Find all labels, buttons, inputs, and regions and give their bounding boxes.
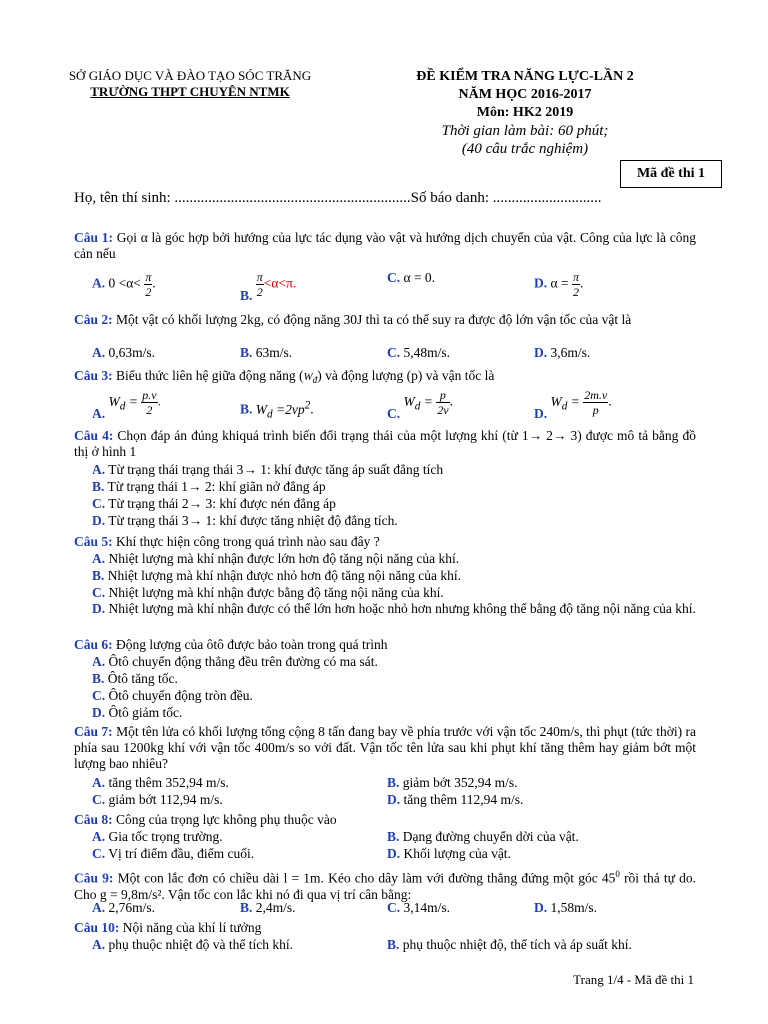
question-text-cont: rồi thả tự do. Cho g = 9,8m/s². Vận tốc con lắc khi nó đi qua vị trí cân bằng: bbox=[74, 870, 696, 902]
option-letter: C. bbox=[92, 688, 106, 703]
option-letter: D. bbox=[387, 792, 401, 807]
page-footer: Trang 1/4 - Mã đề thi 1 bbox=[573, 972, 694, 987]
option-letter: C. bbox=[387, 405, 401, 421]
question-label: Câu 2: bbox=[74, 312, 113, 327]
q4-option-c[interactable] bbox=[92, 496, 336, 512]
q2-option-c[interactable] bbox=[387, 345, 450, 361]
q3-option-a[interactable]: A. $W_d$ = $\frac{p.v}{2}$ . bbox=[92, 388, 161, 421]
q1-option-d[interactable]: D. α = $\frac{\pi}{2}$ . bbox=[534, 270, 584, 299]
q8-option-d[interactable] bbox=[387, 846, 511, 862]
q8-option-a[interactable] bbox=[92, 829, 223, 845]
question-10 bbox=[74, 920, 696, 936]
question-4 bbox=[74, 428, 696, 460]
q7-option-c[interactable] bbox=[92, 792, 223, 808]
q3-option-c[interactable]: C. $W_d$ = $\frac{p}{2v}$ . bbox=[387, 388, 453, 421]
option-letter: C. bbox=[92, 496, 106, 511]
q1-option-c[interactable]: C. α = 0. bbox=[387, 270, 436, 285]
q1-option-b[interactable]: B. $\frac{\pi}{2}$ <α<π. bbox=[240, 270, 297, 303]
question-label: Câu 1: bbox=[74, 230, 113, 245]
q9-option-b[interactable] bbox=[240, 900, 296, 916]
q5-option-d[interactable] bbox=[74, 601, 696, 617]
option-letter: D. bbox=[534, 275, 548, 291]
option-text: phụ thuộc nhiệt độ, thể tích và áp suất khí. bbox=[402, 937, 632, 952]
school-year: NĂM HỌC 2016-2017 bbox=[458, 87, 592, 102]
q5-option-a[interactable] bbox=[92, 551, 459, 567]
question-text: Gọi α là góc hợp bởi hướng của lực tác dụng vào vật và hướng dịch chuyển của vật. Công của lực là công cản nếu bbox=[74, 230, 696, 261]
option-text: Từ trạng thái 3→ 1: khí được tăng nhiệt độ đẳng tích. bbox=[108, 513, 398, 528]
header-left bbox=[40, 68, 340, 100]
question-7 bbox=[74, 724, 696, 772]
q1-option-a[interactable]: A. 0 <α< $\frac{\pi}{2}$ . bbox=[92, 270, 156, 299]
q7-option-b[interactable] bbox=[387, 775, 518, 791]
question-label: Câu 9: bbox=[74, 870, 114, 886]
fraction-2mv-over-p: $\frac{2m.v}{p}$ bbox=[584, 388, 608, 417]
option-text: 1,58m/s. bbox=[550, 900, 598, 915]
option-text: Từ trạng thái 1→ 2: khí giãn nở đẳng áp bbox=[107, 479, 326, 494]
fraction-pi-over-2: $\frac{\pi}{2}$ bbox=[256, 270, 263, 299]
option-text: Ôtô tăng tốc. bbox=[107, 671, 178, 686]
option-letter: B. bbox=[240, 287, 253, 303]
option-letter: C. bbox=[92, 792, 106, 807]
option-letter: C. bbox=[387, 900, 401, 915]
option-text: giảm bớt 112,94 m/s. bbox=[108, 792, 223, 807]
option-letter: C. bbox=[92, 585, 106, 600]
question-text: Một tên lửa có khối lượng tổng cộng 8 tấn đang bay về phía trước với vận tốc 240m/s, thì phụt (tức thời) ra phía sau 1200kg khí với vận tốc 400m/s so với đất. Vận tốc tên lửa sau khi phụt khí tăng thêm hay giảm bớt một lượng bao nhiêu? bbox=[74, 724, 696, 771]
option-letter: A. bbox=[92, 775, 106, 790]
q6-option-d[interactable] bbox=[92, 705, 182, 721]
fraction-pi-over-2: $\frac{\pi}{2}$ bbox=[145, 270, 152, 299]
question-label: Câu 6: bbox=[74, 637, 113, 652]
option-text: 2,4m/s. bbox=[255, 900, 296, 915]
q8-option-b[interactable] bbox=[387, 829, 579, 845]
question-label: Câu 8: bbox=[74, 812, 113, 827]
q6-option-a[interactable] bbox=[92, 654, 378, 670]
option-letter: C. bbox=[387, 270, 401, 285]
fraction-pv-over-2: $\frac{p.v}{2}$ bbox=[142, 388, 157, 417]
option-text: Vị trí điểm đầu, điểm cuối. bbox=[108, 846, 255, 861]
option-letter: B. bbox=[240, 401, 253, 417]
question-label: Câu 7: bbox=[74, 724, 113, 739]
option-letter: D. bbox=[534, 405, 548, 421]
exam-title: ĐỀ KIỂM TRA NĂNG LỰC-LẦN 2 bbox=[416, 69, 634, 84]
option-letter: D. bbox=[92, 513, 106, 528]
option-letter: A. bbox=[92, 345, 106, 360]
question-2 bbox=[74, 312, 696, 328]
option-text: Dạng đường chuyển dời của vật. bbox=[402, 829, 579, 844]
question-5 bbox=[74, 534, 696, 550]
option-letter: D. bbox=[387, 846, 401, 861]
q9-option-a[interactable] bbox=[92, 900, 155, 916]
q6-option-b[interactable] bbox=[92, 671, 178, 687]
question-1 bbox=[74, 230, 696, 262]
option-text: Nhiệt lượng mà khí nhận được lớn hơn độ tăng nội năng của khí. bbox=[108, 551, 460, 566]
question-label: Câu 3: bbox=[74, 368, 113, 383]
q6-option-c[interactable] bbox=[92, 688, 253, 704]
option-text: Ôtô chuyển động thẳng đều trên đường có ma sát. bbox=[108, 654, 378, 669]
question-label: Câu 4: bbox=[74, 428, 114, 443]
option-text: Nhiệt lượng mà khí nhận được nhỏ hơn độ tăng nội năng của khí. bbox=[107, 568, 462, 583]
option-letter: B. bbox=[240, 900, 253, 915]
question-label: Câu 10: bbox=[74, 920, 120, 935]
option-letter: B. bbox=[92, 671, 105, 686]
q10-option-a[interactable] bbox=[92, 937, 293, 953]
q7-option-a[interactable] bbox=[92, 775, 229, 791]
option-letter: A. bbox=[92, 405, 106, 421]
option-letter: D. bbox=[92, 705, 106, 720]
option-text: Từ trạng thái trạng thái 3→ 1: khí được tăng áp suất đẳng tích bbox=[108, 462, 444, 477]
option-letter: D. bbox=[534, 900, 548, 915]
option-letter: A. bbox=[92, 551, 106, 566]
option-text: giảm bớt 352,94 m/s. bbox=[402, 775, 518, 790]
q2-option-a[interactable] bbox=[92, 345, 155, 361]
questions-count: (40 câu trắc nghiệm) bbox=[461, 141, 589, 157]
option-letter: A. bbox=[92, 462, 106, 477]
student-info-line: Họ, tên thí sinh: ...............................................................Số báo danh: ............................. bbox=[74, 190, 602, 206]
q4-option-d[interactable] bbox=[92, 513, 398, 529]
option-letter: D. bbox=[92, 601, 106, 616]
option-letter: B. bbox=[387, 775, 400, 790]
option-text: tăng thêm 112,94 m/s. bbox=[403, 792, 524, 807]
q3-option-b[interactable]: B. $W_d =2vp^2$. bbox=[240, 399, 314, 421]
q2-option-b[interactable] bbox=[240, 345, 292, 361]
option-text: 5,48m/s. bbox=[403, 345, 451, 360]
q5-option-b[interactable] bbox=[92, 568, 461, 584]
question-text: Công của trọng lực không phụ thuộc vào bbox=[112, 812, 337, 827]
subject: Môn: HK2 2019 bbox=[476, 105, 574, 120]
option-letter: D. bbox=[534, 345, 548, 360]
option-letter: B. bbox=[92, 479, 105, 494]
option-text: 3,14m/s. bbox=[403, 900, 451, 915]
exam-code-box: Mã đề thi 1 bbox=[620, 160, 722, 188]
option-letter: A. bbox=[92, 937, 106, 952]
question-label: Câu 5: bbox=[74, 534, 113, 549]
fraction-pi-over-2: $\frac{\pi}{2}$ bbox=[572, 270, 579, 299]
option-letter: B. bbox=[387, 829, 400, 844]
option-letter: A. bbox=[92, 275, 106, 291]
option-text: 63m/s. bbox=[255, 345, 293, 360]
question-3: Câu 3: Biểu thức liên hệ giữa động năng $(W_đ)$ và động lượng (p) và vận tốc là bbox=[74, 368, 495, 386]
option-text: Ôtô giảm tốc. bbox=[108, 705, 183, 720]
fraction-p-over-2v: $\frac{p}{2v}$ bbox=[437, 388, 449, 417]
option-text: Nhiệt lượng mà khí nhận được có thể lớn hơn hoặc nhỏ hơn nhưng không thể bằng độ tăng nội năng của khí. bbox=[108, 601, 696, 616]
question-6 bbox=[74, 637, 696, 653]
option-letter: A. bbox=[92, 900, 106, 915]
q7-option-d[interactable] bbox=[387, 792, 523, 808]
option-letter: B. bbox=[92, 568, 105, 583]
option-letter: B. bbox=[387, 937, 400, 952]
q3-option-d[interactable]: D. $W_d$ = $\frac{2m.v}{p}$ . bbox=[534, 388, 612, 421]
school-name: TRƯỜNG THPT CHUYÊN NTMK bbox=[90, 84, 290, 99]
department-name: SỞ GIÁO DỤC VÀ ĐÀO TẠO SÓC TRĂNG bbox=[68, 68, 312, 83]
question-text: Một con lắc đơn có chiều dài l = 1m. Kéo cho dây làm với đường thẳng đứng một góc 45 bbox=[113, 870, 616, 886]
degree-superscript: 0 bbox=[615, 869, 620, 879]
question-8 bbox=[74, 812, 696, 828]
option-text: Ôtô chuyển động tròn đều. bbox=[108, 688, 253, 703]
q2-option-d[interactable] bbox=[534, 345, 590, 361]
option-text: Khối lượng của vật. bbox=[403, 846, 511, 861]
question-text: Chọn đáp án đúng khiquá trình biến đổi trạng thái của một lượng khí (từ 1→ 2→ 3) được mô tả bằng đồ thị ở hình 1 bbox=[74, 428, 696, 459]
option-text: phụ thuộc nhiệt độ và thể tích khí. bbox=[108, 937, 293, 952]
option-text: Từ trạng thái 2→ 3: khí được nén đẳng áp bbox=[108, 496, 336, 511]
option-text: 0,63m/s. bbox=[108, 345, 156, 360]
question-text: Nội năng của khí lí tưởng bbox=[119, 920, 262, 935]
option-letter: B. bbox=[240, 345, 253, 360]
option-text: tăng thêm 352,94 m/s. bbox=[108, 775, 229, 790]
q9-option-d[interactable] bbox=[534, 900, 597, 916]
option-letter: C. bbox=[387, 345, 401, 360]
option-letter: A. bbox=[92, 829, 106, 844]
option-text: Nhiệt lượng mà khí nhận được bằng độ tăng nội năng của khí. bbox=[108, 585, 444, 600]
option-text: 3,6m/s. bbox=[550, 345, 591, 360]
q9-option-c[interactable] bbox=[387, 900, 450, 916]
q8-option-c[interactable] bbox=[92, 846, 254, 862]
q10-option-b[interactable] bbox=[387, 937, 632, 953]
exam-time: Thời gian làm bài: 60 phút; bbox=[441, 123, 609, 139]
question-9 bbox=[74, 866, 696, 903]
q4-option-b[interactable] bbox=[92, 479, 326, 495]
option-letter: C. bbox=[92, 846, 106, 861]
option-text: 2,76m/s. bbox=[108, 900, 156, 915]
option-text: Gia tốc trọng trường. bbox=[108, 829, 223, 844]
q5-option-c[interactable] bbox=[92, 585, 444, 601]
header-right bbox=[380, 68, 670, 158]
question-text: Động lượng của ôtô được bảo toàn trong quá trình bbox=[112, 637, 388, 652]
question-text: Khí thực hiện công trong quá trình nào sau đây ? bbox=[112, 534, 380, 549]
option-letter: A. bbox=[92, 654, 106, 669]
q4-option-a[interactable] bbox=[92, 462, 443, 478]
question-text: Một vật có khối lượng 2kg, có động năng 30J thì ta có thể suy ra được độ lớn vận tốc của vật là bbox=[112, 312, 632, 327]
